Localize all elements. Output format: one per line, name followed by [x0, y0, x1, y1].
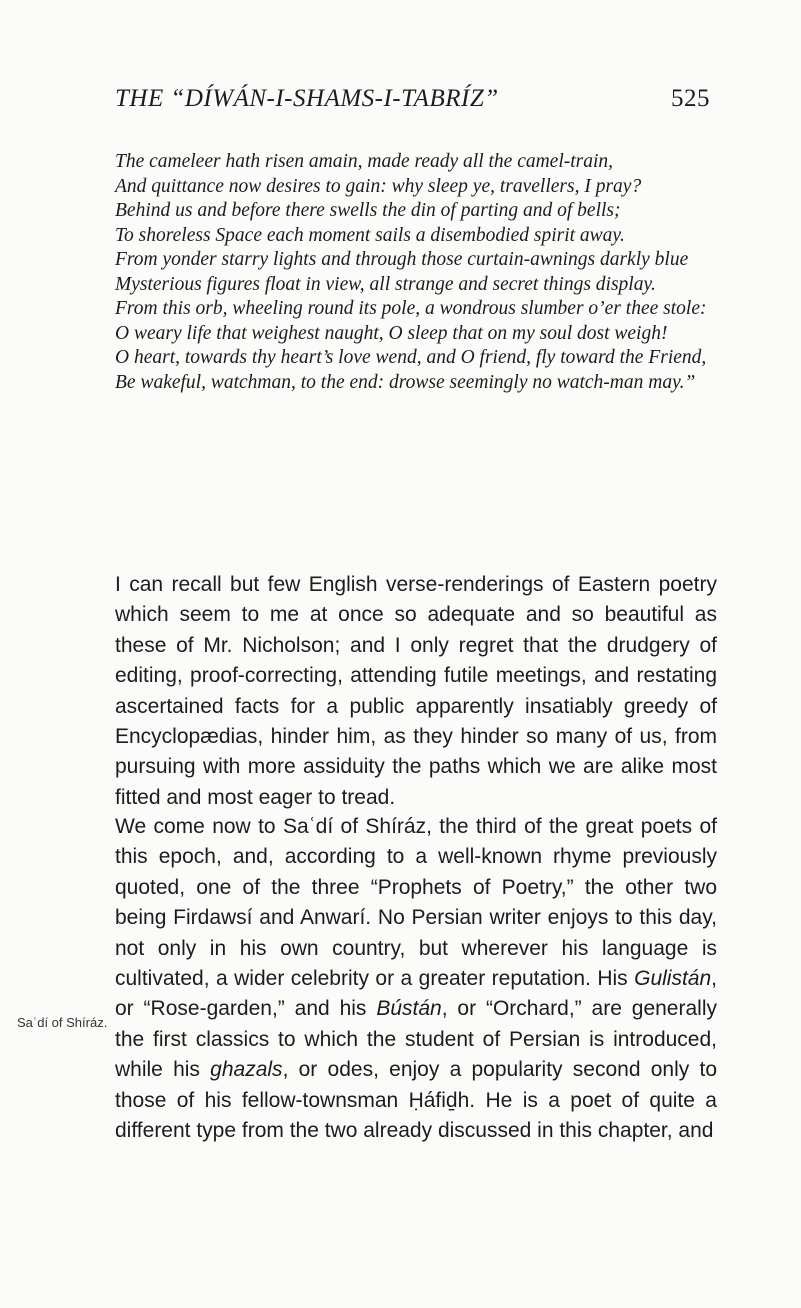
verse-line: The cameleer hath risen amain, made ready all the camel-train, [115, 151, 614, 172]
bustan-title: Bústán [376, 997, 442, 1021]
running-title: THE “DÍWÁN-I-SHAMS-I-TABRÍZ” [115, 85, 499, 112]
paragraph-2-text: We come now to Saʿdí of Shíráz, the third of the great poets of this epoch, and, according to a well-known rhyme previously quoted, one of the three “Prophets of Poetry,” the other two being Firdawsí and Anwarí. No Persian writer enjoys to this day, not only in his own country, but wherever his language is cultivated, a wider celebrity or a greater reputation. His [115, 815, 717, 991]
paragraph-2 [115, 812, 717, 1146]
margin-note: Saʿdí of Shíráz. [17, 1015, 108, 1030]
verse-block [115, 150, 715, 395]
verse-line: Mysterious figures float in view, all strange and secret things display. [115, 273, 656, 295]
ghazals-term: ghazals [210, 1058, 283, 1082]
verse-line: From this orb, wheeling round its pole, a wondrous slumber o’er thee stole: [115, 298, 707, 319]
verse-line: To shoreless Space each moment sails a disembodied spirit away. [115, 224, 625, 246]
paragraph-1: I can recall but few English verse-renderings of Eastern poetry which seem to me at once so adequate and so beautiful as these of Mr. Nicholson; and I only regret that the drudgery of editing, proof-correcting, attending futile meetings, and restating ascertained facts for a public apparently insatiably greedy of Encyclopædias, hinder him, as they hinder so many of us, from pursuing with more assiduity the paths which we are alike most fitted and most eager to tread. [115, 573, 717, 809]
verse-line: Be wakeful, watchman, to the end: drowse seemingly no watch-man may.” [115, 371, 696, 393]
verse-line: And quittance now desires to gain: why sleep ye, travellers, I pray? [115, 175, 642, 197]
paragraph-2-text: , or odes, enjoy a popularity second only to those of his fellow-townsman Ḥáfiḏh. He is a poet of quite a different type from the two already discussed in this chapter, and [115, 1058, 717, 1143]
verse-line: O heart, towards thy heart’s love wend, and O friend, fly toward the Friend, [115, 347, 707, 368]
gulistan-title: Gulistán [634, 967, 712, 991]
paragraph-2-text: , or “Rose-garden,” and his [115, 967, 717, 1021]
paragraph-2-text: , or “Orchard,” are generally the first classics to which the student of Persian is introduced, while his [115, 997, 717, 1082]
page-number: 525 [671, 85, 710, 112]
verse-line: Behind us and before there swells the din of parting and of bells; [115, 200, 621, 221]
verse-line: O weary life that weighest naught, O sleep that on my soul dost weigh! [115, 322, 668, 344]
verse-line: From yonder starry lights and through those curtain-awnings darkly blue [115, 249, 689, 270]
